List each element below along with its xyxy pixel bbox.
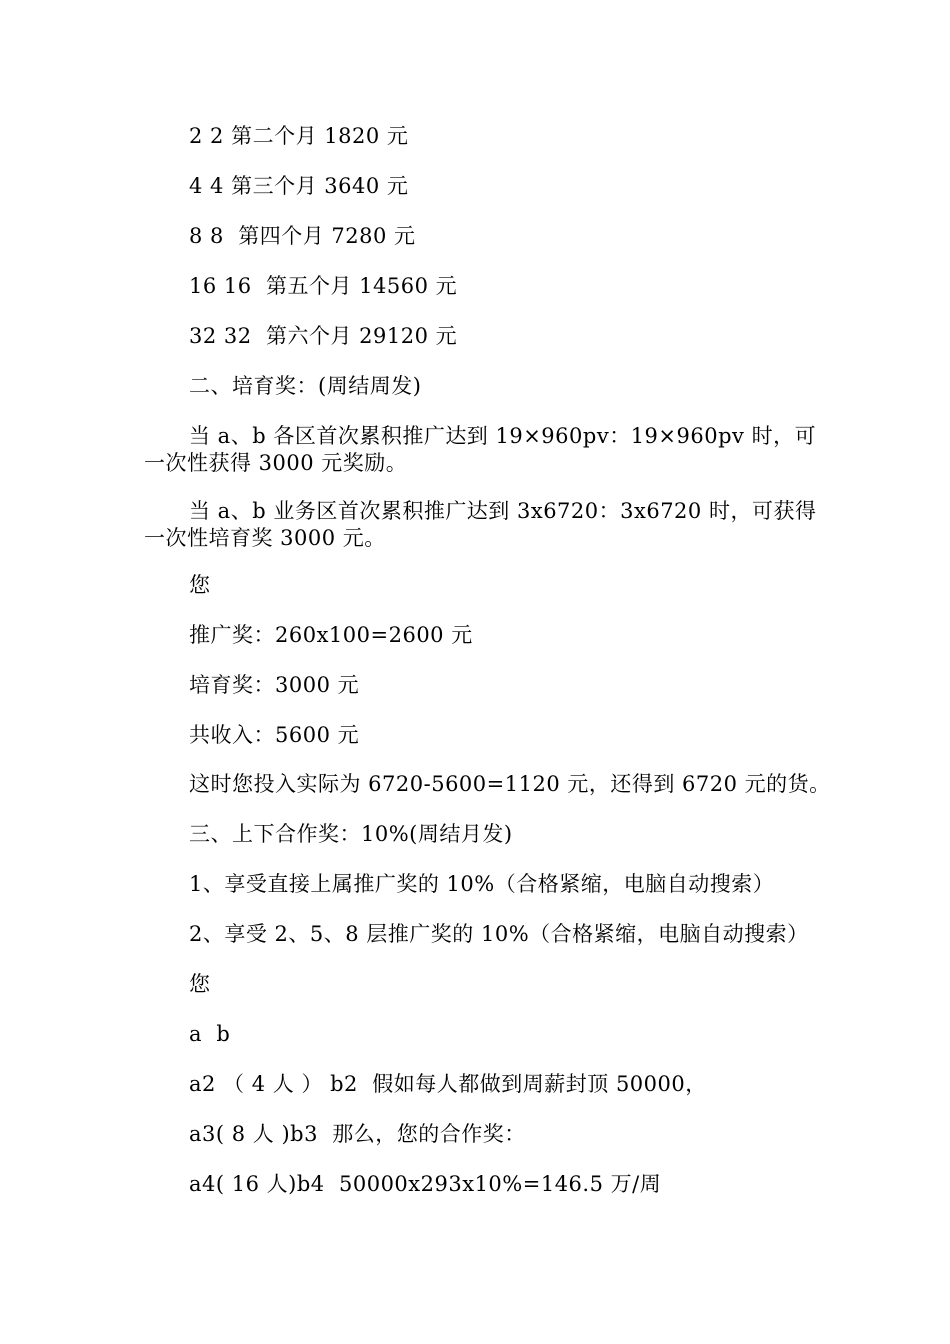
text-line-a4b4: a4( 16 人)b4 50000x293x10%=146.5 万/周 [189, 1172, 662, 1196]
text-line-promotion-award: 推广奖：260x100=2600 元 [189, 623, 473, 647]
section-heading-cooperation-award: 三、上下合作奖：10%(周结月发) [189, 822, 513, 846]
text-line-ab: a b [189, 1022, 231, 1046]
paragraph-line: 一次性获得 3000 元奖励。 [144, 451, 408, 475]
text-line-month-2: 2 2 第二个月 1820 元 [189, 124, 409, 148]
text-line-you: 您 [189, 573, 211, 597]
text-line-you-2: 您 [189, 972, 211, 996]
text-line-month-5: 16 16 第五个月 14560 元 [189, 274, 458, 298]
text-line-cultivation-award: 培育奖：3000 元 [189, 673, 360, 697]
text-line-month-6: 32 32 第六个月 29120 元 [189, 324, 458, 348]
paragraph-cultivation-rule-2 [144, 499, 817, 551]
paragraph-cultivation-rule-1 [144, 424, 817, 476]
list-item-1: 1、享受直接上属推广奖的 10%（合格紧缩，电脑自动搜索） [189, 872, 775, 896]
text-line-actual-investment: 这时您投入实际为 6720-5600=1120 元，还得到 6720 元的货。 [189, 772, 831, 796]
text-line-month-4: 8 8 第四个月 7280 元 [189, 224, 416, 248]
paragraph-line: 当 a、b 各区首次累积推广达到 19×960pv：19×960pv 时，可 [189, 424, 817, 448]
text-line-total-income: 共收入：5600 元 [189, 723, 360, 747]
text-line-a3b3: a3( 8 人 )b3 那么，您的合作奖： [189, 1122, 526, 1146]
list-item-2: 2、享受 2、5、8 层推广奖的 10%（合格紧缩，电脑自动搜索） [189, 922, 809, 946]
text-line-month-3: 4 4 第三个月 3640 元 [189, 174, 409, 198]
text-line-a2b2: a2 （ 4 人 ） b2 假如每人都做到周薪封顶 50000， [189, 1072, 707, 1096]
section-heading-cultivation-award: 二、培育奖：(周结周发) [189, 374, 422, 398]
paragraph-line: 一次性培育奖 3000 元。 [144, 526, 386, 550]
paragraph-line: 当 a、b 业务区首次累积推广达到 3x6720：3x6720 时，可获得 [189, 499, 817, 523]
